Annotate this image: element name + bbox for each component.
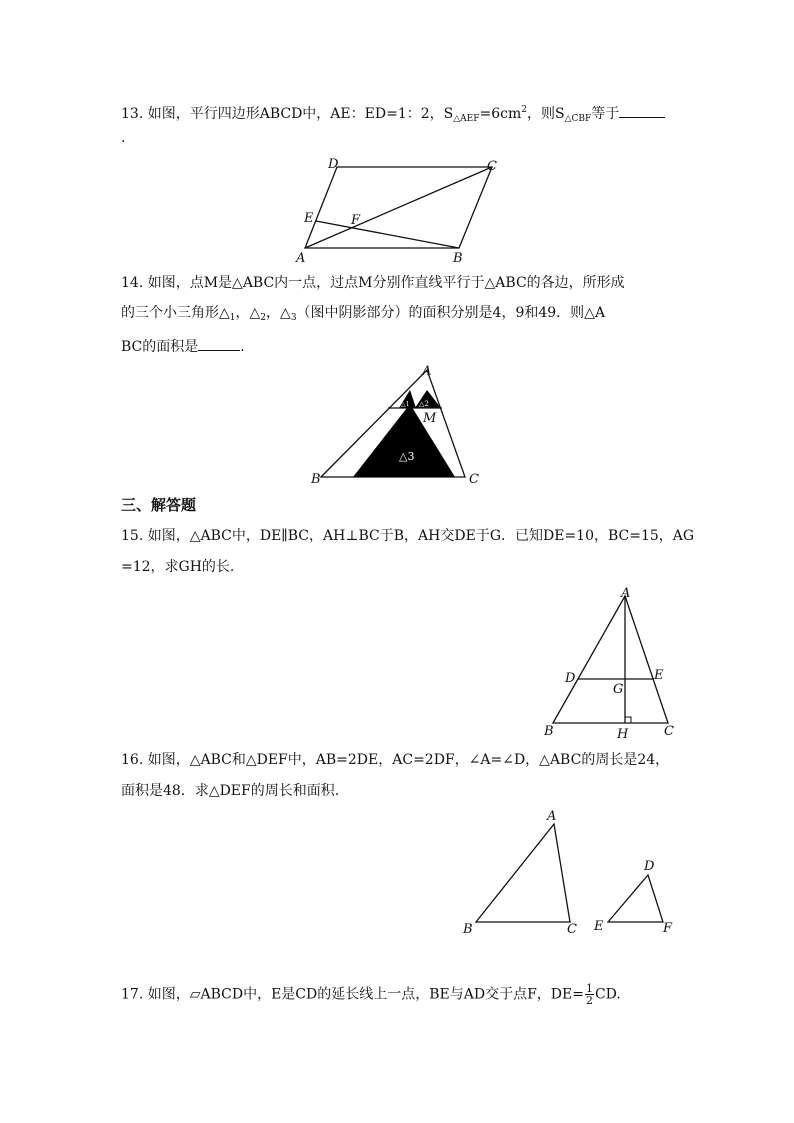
q14-text-line3: BC的面积是 . xyxy=(121,336,245,357)
q16-triangles-figure xyxy=(460,805,685,940)
label-triangle-1: △1 xyxy=(401,401,410,408)
label-d: D xyxy=(565,671,576,686)
triangle-abc xyxy=(476,824,570,922)
q17-text-line1: 17. 如图，▱ABCD中，E是CD的延长线上一点，BE与AD交于点F，DE= $\frac{1}{2}$ CD. xyxy=(121,982,621,1007)
q16-text-line1: 16. 如图，△ABC和△DEF中，AB=2DE，AC=2DF，∠A=∠D，△ABC的周长是24， xyxy=(121,752,670,768)
answer-blank xyxy=(619,103,665,118)
label-c: C xyxy=(469,472,479,487)
label-b: B xyxy=(463,922,473,937)
label-h: H xyxy=(617,727,629,742)
section-heading: 三、解答题 xyxy=(121,496,197,514)
fraction-one-half: $\frac{1}{2}$ xyxy=(585,982,593,1007)
label-f: F xyxy=(351,213,361,228)
label-triangle-3: △3 xyxy=(399,450,415,463)
label-a: A xyxy=(547,809,557,824)
q16-text-line2: 面积是48．求△DEF的周长和面积. xyxy=(121,783,340,799)
answer-blank xyxy=(198,336,240,351)
label-a: A xyxy=(422,364,432,379)
q13-text-line2: . xyxy=(121,130,126,146)
triangle-def xyxy=(608,875,663,922)
label-e: E xyxy=(654,668,664,683)
label-c: C xyxy=(664,724,674,739)
label-triangle-2: △2 xyxy=(419,400,429,408)
q15-text-line2: =12，求GH的长. xyxy=(121,559,235,575)
label-e: E xyxy=(594,919,604,934)
q14-text-line1: 14. 如图，点M是△ABC内一点，过点M分别作直线平行于△ABC的各边，所形成 xyxy=(121,275,625,291)
label-b: B xyxy=(453,251,463,266)
q15-text-line1: 15. 如图，△ABC中，DE∥BC，AH⊥BC于B，AH交DE于G．已知DE=10，BC=15，AG xyxy=(121,528,695,544)
label-c: C xyxy=(487,159,497,174)
label-m: M xyxy=(423,411,437,426)
label-g: G xyxy=(613,682,624,697)
label-a: A xyxy=(296,251,306,266)
label-b: B xyxy=(311,472,321,487)
label-b: B xyxy=(544,724,554,739)
q14-triangle-figure xyxy=(305,362,490,490)
label-d: D xyxy=(328,157,339,172)
label-c: C xyxy=(567,922,577,937)
q13-parallelogram-figure xyxy=(295,155,510,265)
label-f: F xyxy=(663,921,673,936)
q15-triangle-figure xyxy=(540,585,680,740)
triangle-abc xyxy=(553,596,668,723)
shaded-triangle-3 xyxy=(353,404,455,477)
label-d: D xyxy=(644,859,655,874)
q13-text-line1: 13. 如图，平行四边形ABCD中，AE：ED=1：2，$S_{\triangle AEF}=6cm^2$，则$S_{\triangle CBF}$等于 xyxy=(121,100,665,129)
label-e: E xyxy=(304,211,314,226)
q14-text-line2: 的三个小三角形$\triangle_1$，$\triangle_2$，$\triangle_3$（图中阴影部分）的面积分别是4，9和49．则△A xyxy=(121,305,606,323)
label-a: A xyxy=(621,586,631,601)
right-angle-mark xyxy=(625,717,631,723)
